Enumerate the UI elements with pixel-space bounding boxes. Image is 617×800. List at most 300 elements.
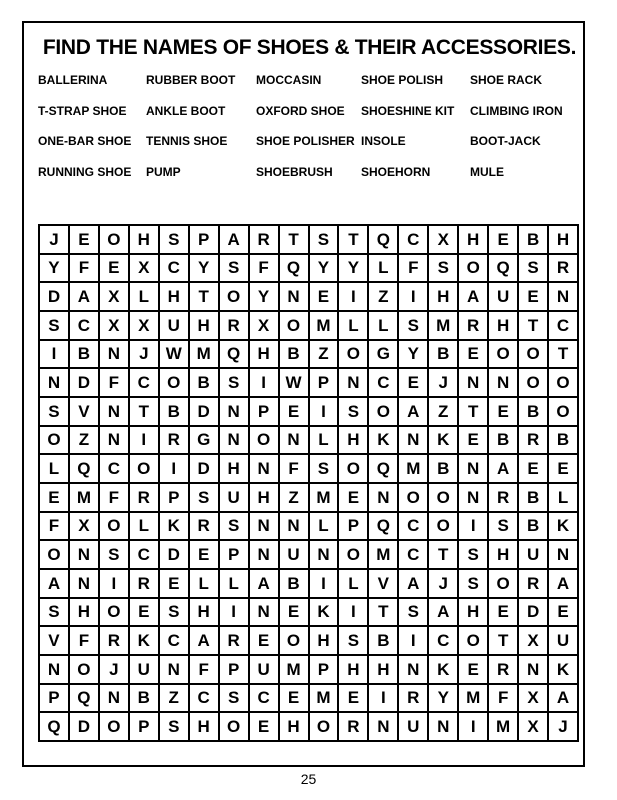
grid-cell[interactable]: C xyxy=(549,312,579,341)
grid-cell[interactable]: R xyxy=(519,570,549,599)
grid-cell[interactable]: X xyxy=(519,685,549,714)
grid-cell[interactable]: M xyxy=(369,541,399,570)
grid-cell[interactable]: I xyxy=(399,627,429,656)
grid-cell[interactable]: F xyxy=(250,255,280,284)
grid-cell[interactable]: O xyxy=(220,283,250,312)
grid-cell[interactable]: P xyxy=(339,513,369,542)
grid-cell[interactable]: R xyxy=(160,427,190,456)
grid-cell[interactable]: L xyxy=(310,427,340,456)
grid-cell[interactable]: S xyxy=(40,312,70,341)
grid-cell[interactable]: E xyxy=(459,341,489,370)
grid-cell[interactable]: O xyxy=(280,627,310,656)
grid-cell[interactable]: F xyxy=(40,513,70,542)
grid-cell[interactable]: M xyxy=(399,455,429,484)
grid-cell[interactable]: L xyxy=(310,513,340,542)
grid-cell[interactable]: S xyxy=(339,398,369,427)
grid-cell[interactable]: C xyxy=(369,369,399,398)
grid-cell[interactable]: R xyxy=(489,484,519,513)
grid-cell[interactable]: B xyxy=(369,627,399,656)
grid-cell[interactable]: Q xyxy=(369,455,399,484)
grid-cell[interactable]: M xyxy=(190,341,220,370)
grid-cell[interactable]: E xyxy=(160,570,190,599)
grid-cell[interactable]: B xyxy=(280,341,310,370)
grid-cell[interactable]: A xyxy=(190,627,220,656)
grid-cell[interactable]: T xyxy=(190,283,220,312)
grid-cell[interactable]: K xyxy=(130,627,160,656)
grid-cell[interactable]: H xyxy=(339,427,369,456)
grid-cell[interactable]: N xyxy=(369,713,399,742)
grid-cell[interactable]: B xyxy=(489,427,519,456)
grid-cell[interactable]: E xyxy=(549,599,579,628)
grid-cell[interactable]: B xyxy=(519,484,549,513)
grid-cell[interactable]: N xyxy=(40,369,70,398)
grid-cell[interactable]: M xyxy=(459,685,489,714)
grid-cell[interactable]: N xyxy=(399,656,429,685)
grid-cell[interactable]: B xyxy=(160,398,190,427)
grid-cell[interactable]: U xyxy=(130,656,160,685)
grid-cell[interactable]: U xyxy=(489,283,519,312)
grid-cell[interactable]: V xyxy=(70,398,100,427)
grid-cell[interactable]: A xyxy=(549,685,579,714)
grid-cell[interactable]: E xyxy=(489,599,519,628)
grid-cell[interactable]: S xyxy=(160,226,190,255)
grid-cell[interactable]: E xyxy=(339,484,369,513)
grid-cell[interactable]: I xyxy=(250,369,280,398)
grid-cell[interactable]: D xyxy=(519,599,549,628)
grid-cell[interactable]: E xyxy=(100,255,130,284)
grid-cell[interactable]: O xyxy=(40,427,70,456)
grid-cell[interactable]: B xyxy=(280,570,310,599)
grid-cell[interactable]: E xyxy=(489,398,519,427)
grid-cell[interactable]: H xyxy=(369,656,399,685)
grid-cell[interactable]: N xyxy=(160,656,190,685)
grid-cell[interactable]: K xyxy=(160,513,190,542)
grid-cell[interactable]: K xyxy=(549,656,579,685)
grid-cell[interactable]: H xyxy=(280,713,310,742)
grid-cell[interactable]: R xyxy=(549,255,579,284)
grid-cell[interactable]: L xyxy=(549,484,579,513)
grid-cell[interactable]: H xyxy=(160,283,190,312)
grid-cell[interactable]: S xyxy=(519,255,549,284)
grid-cell[interactable]: B xyxy=(429,341,459,370)
grid-cell[interactable]: S xyxy=(160,713,190,742)
grid-cell[interactable]: N xyxy=(399,427,429,456)
grid-cell[interactable]: P xyxy=(160,484,190,513)
grid-cell[interactable]: S xyxy=(429,255,459,284)
grid-cell[interactable]: O xyxy=(250,427,280,456)
grid-cell[interactable]: B xyxy=(70,341,100,370)
grid-cell[interactable]: J xyxy=(429,369,459,398)
grid-cell[interactable]: E xyxy=(280,398,310,427)
grid-cell[interactable]: S xyxy=(40,398,70,427)
grid-cell[interactable]: H xyxy=(190,599,220,628)
grid-cell[interactable]: S xyxy=(160,599,190,628)
grid-cell[interactable]: A xyxy=(459,283,489,312)
grid-cell[interactable]: O xyxy=(280,312,310,341)
grid-cell[interactable]: D xyxy=(190,398,220,427)
grid-cell[interactable]: R xyxy=(399,685,429,714)
grid-cell[interactable]: L xyxy=(339,312,369,341)
grid-cell[interactable]: I xyxy=(399,283,429,312)
grid-cell[interactable]: A xyxy=(399,570,429,599)
grid-cell[interactable]: H xyxy=(130,226,160,255)
grid-cell[interactable]: R xyxy=(100,627,130,656)
grid-cell[interactable]: Q xyxy=(40,713,70,742)
grid-cell[interactable]: C xyxy=(70,312,100,341)
grid-cell[interactable]: I xyxy=(40,341,70,370)
grid-cell[interactable]: H xyxy=(459,599,489,628)
grid-cell[interactable]: M xyxy=(310,685,340,714)
grid-cell[interactable]: O xyxy=(429,484,459,513)
grid-cell[interactable]: S xyxy=(399,312,429,341)
grid-cell[interactable]: R xyxy=(519,427,549,456)
grid-cell[interactable]: A xyxy=(429,599,459,628)
grid-cell[interactable]: P xyxy=(190,226,220,255)
grid-cell[interactable]: D xyxy=(70,369,100,398)
grid-cell[interactable]: F xyxy=(489,685,519,714)
grid-cell[interactable]: E xyxy=(519,455,549,484)
grid-cell[interactable]: F xyxy=(100,484,130,513)
grid-cell[interactable]: B xyxy=(519,226,549,255)
grid-cell[interactable]: H xyxy=(489,541,519,570)
grid-cell[interactable]: F xyxy=(190,656,220,685)
grid-cell[interactable]: O xyxy=(369,398,399,427)
grid-cell[interactable]: O xyxy=(339,541,369,570)
grid-cell[interactable]: L xyxy=(339,570,369,599)
grid-cell[interactable]: S xyxy=(459,541,489,570)
grid-cell[interactable]: N xyxy=(100,427,130,456)
grid-cell[interactable]: O xyxy=(459,627,489,656)
grid-cell[interactable]: J xyxy=(130,341,160,370)
grid-cell[interactable]: N xyxy=(489,369,519,398)
grid-cell[interactable]: K xyxy=(549,513,579,542)
grid-cell[interactable]: O xyxy=(310,713,340,742)
grid-cell[interactable]: X xyxy=(100,283,130,312)
grid-cell[interactable]: N xyxy=(339,369,369,398)
grid-cell[interactable]: J xyxy=(100,656,130,685)
grid-cell[interactable]: A xyxy=(70,283,100,312)
grid-cell[interactable]: Z xyxy=(369,283,399,312)
grid-cell[interactable]: T xyxy=(549,341,579,370)
grid-cell[interactable]: E xyxy=(40,484,70,513)
grid-cell[interactable]: E xyxy=(549,455,579,484)
grid-cell[interactable]: U xyxy=(280,541,310,570)
grid-cell[interactable]: I xyxy=(459,713,489,742)
grid-cell[interactable]: J xyxy=(429,570,459,599)
grid-cell[interactable]: O xyxy=(549,369,579,398)
grid-cell[interactable]: E xyxy=(519,283,549,312)
grid-cell[interactable]: H xyxy=(459,226,489,255)
grid-cell[interactable]: U xyxy=(549,627,579,656)
grid-cell[interactable]: R xyxy=(489,656,519,685)
grid-cell[interactable]: L xyxy=(40,455,70,484)
grid-cell[interactable]: A xyxy=(220,226,250,255)
grid-cell[interactable]: S xyxy=(190,484,220,513)
grid-cell[interactable]: H xyxy=(250,341,280,370)
grid-cell[interactable]: R xyxy=(459,312,489,341)
grid-cell[interactable]: Y xyxy=(190,255,220,284)
grid-cell[interactable]: I xyxy=(100,570,130,599)
grid-cell[interactable]: Z xyxy=(280,484,310,513)
grid-cell[interactable]: S xyxy=(310,455,340,484)
grid-cell[interactable]: I xyxy=(130,427,160,456)
grid-cell[interactable]: Z xyxy=(160,685,190,714)
grid-cell[interactable]: E xyxy=(310,283,340,312)
grid-cell[interactable]: Z xyxy=(70,427,100,456)
grid-cell[interactable]: T xyxy=(489,627,519,656)
grid-cell[interactable]: T xyxy=(280,226,310,255)
grid-cell[interactable]: I xyxy=(459,513,489,542)
grid-cell[interactable]: H xyxy=(190,713,220,742)
grid-cell[interactable]: N xyxy=(280,427,310,456)
grid-cell[interactable]: S xyxy=(459,570,489,599)
grid-cell[interactable]: R xyxy=(220,627,250,656)
grid-cell[interactable]: N xyxy=(280,513,310,542)
grid-cell[interactable]: O xyxy=(160,369,190,398)
grid-cell[interactable]: M xyxy=(310,484,340,513)
grid-cell[interactable]: N xyxy=(250,455,280,484)
grid-cell[interactable]: I xyxy=(339,599,369,628)
grid-cell[interactable]: S xyxy=(489,513,519,542)
grid-cell[interactable]: N xyxy=(369,484,399,513)
grid-cell[interactable]: N xyxy=(70,570,100,599)
grid-cell[interactable]: B xyxy=(519,398,549,427)
grid-cell[interactable]: T xyxy=(519,312,549,341)
grid-cell[interactable]: Q xyxy=(220,341,250,370)
grid-cell[interactable]: U xyxy=(220,484,250,513)
grid-cell[interactable]: H xyxy=(489,312,519,341)
grid-cell[interactable]: C xyxy=(399,226,429,255)
grid-cell[interactable]: L xyxy=(130,283,160,312)
grid-cell[interactable]: O xyxy=(519,341,549,370)
grid-cell[interactable]: Y xyxy=(310,255,340,284)
grid-cell[interactable]: S xyxy=(220,369,250,398)
grid-cell[interactable]: I xyxy=(310,398,340,427)
grid-cell[interactable]: N xyxy=(70,541,100,570)
grid-cell[interactable]: P xyxy=(130,713,160,742)
grid-cell[interactable]: X xyxy=(519,713,549,742)
grid-cell[interactable]: D xyxy=(190,455,220,484)
grid-cell[interactable]: N xyxy=(459,484,489,513)
grid-cell[interactable]: M xyxy=(429,312,459,341)
grid-cell[interactable]: O xyxy=(399,484,429,513)
grid-cell[interactable]: C xyxy=(399,513,429,542)
grid-cell[interactable]: E xyxy=(250,627,280,656)
grid-cell[interactable]: O xyxy=(519,369,549,398)
grid-cell[interactable]: O xyxy=(220,713,250,742)
grid-cell[interactable]: Q xyxy=(369,226,399,255)
grid-cell[interactable]: X xyxy=(519,627,549,656)
grid-cell[interactable]: O xyxy=(100,513,130,542)
grid-cell[interactable]: X xyxy=(429,226,459,255)
grid-cell[interactable]: T xyxy=(429,541,459,570)
grid-cell[interactable]: F xyxy=(70,627,100,656)
grid-cell[interactable]: P xyxy=(250,398,280,427)
grid-cell[interactable]: N xyxy=(310,541,340,570)
grid-cell[interactable]: N xyxy=(459,455,489,484)
grid-cell[interactable]: S xyxy=(310,226,340,255)
grid-cell[interactable]: N xyxy=(549,541,579,570)
grid-cell[interactable]: K xyxy=(310,599,340,628)
grid-cell[interactable]: A xyxy=(489,455,519,484)
grid-cell[interactable]: Y xyxy=(339,255,369,284)
grid-cell[interactable]: H xyxy=(310,627,340,656)
grid-cell[interactable]: M xyxy=(489,713,519,742)
grid-cell[interactable]: Y xyxy=(429,685,459,714)
grid-cell[interactable]: E xyxy=(280,599,310,628)
grid-cell[interactable]: O xyxy=(489,570,519,599)
grid-cell[interactable]: E xyxy=(489,226,519,255)
grid-cell[interactable]: N xyxy=(519,656,549,685)
grid-cell[interactable]: L xyxy=(220,570,250,599)
grid-cell[interactable]: H xyxy=(190,312,220,341)
grid-cell[interactable]: I xyxy=(160,455,190,484)
grid-cell[interactable]: P xyxy=(220,541,250,570)
grid-cell[interactable]: D xyxy=(40,283,70,312)
grid-cell[interactable]: L xyxy=(369,255,399,284)
grid-cell[interactable]: A xyxy=(40,570,70,599)
grid-cell[interactable]: X xyxy=(70,513,100,542)
grid-cell[interactable]: E xyxy=(459,427,489,456)
grid-cell[interactable]: C xyxy=(160,255,190,284)
grid-cell[interactable]: H xyxy=(250,484,280,513)
grid-cell[interactable]: L xyxy=(369,312,399,341)
grid-cell[interactable]: I xyxy=(310,570,340,599)
grid-cell[interactable]: N xyxy=(280,283,310,312)
grid-cell[interactable]: I xyxy=(339,283,369,312)
grid-cell[interactable]: D xyxy=(70,713,100,742)
grid-cell[interactable]: B xyxy=(519,513,549,542)
grid-cell[interactable]: U xyxy=(250,656,280,685)
grid-cell[interactable]: O xyxy=(489,341,519,370)
grid-cell[interactable]: V xyxy=(40,627,70,656)
grid-cell[interactable]: O xyxy=(100,713,130,742)
grid-cell[interactable]: C xyxy=(130,369,160,398)
grid-cell[interactable]: B xyxy=(429,455,459,484)
grid-cell[interactable]: Z xyxy=(429,398,459,427)
grid-cell[interactable]: T xyxy=(459,398,489,427)
grid-cell[interactable]: N xyxy=(549,283,579,312)
grid-cell[interactable]: H xyxy=(220,455,250,484)
grid-cell[interactable]: N xyxy=(100,685,130,714)
grid-cell[interactable]: Y xyxy=(250,283,280,312)
grid-cell[interactable]: K xyxy=(429,656,459,685)
grid-cell[interactable]: K xyxy=(369,427,399,456)
grid-cell[interactable]: M xyxy=(310,312,340,341)
grid-cell[interactable]: T xyxy=(369,599,399,628)
grid-cell[interactable]: U xyxy=(519,541,549,570)
grid-cell[interactable]: Q xyxy=(489,255,519,284)
grid-cell[interactable]: C xyxy=(399,541,429,570)
grid-cell[interactable]: P xyxy=(310,369,340,398)
grid-cell[interactable]: S xyxy=(220,255,250,284)
grid-cell[interactable]: L xyxy=(190,570,220,599)
grid-cell[interactable]: Q xyxy=(70,685,100,714)
grid-cell[interactable]: G xyxy=(190,427,220,456)
grid-cell[interactable]: O xyxy=(429,513,459,542)
grid-cell[interactable]: V xyxy=(369,570,399,599)
grid-cell[interactable]: P xyxy=(220,656,250,685)
grid-cell[interactable]: R xyxy=(130,484,160,513)
grid-cell[interactable]: A xyxy=(399,398,429,427)
grid-cell[interactable]: O xyxy=(459,255,489,284)
grid-cell[interactable]: C xyxy=(190,685,220,714)
grid-cell[interactable]: E xyxy=(399,369,429,398)
grid-cell[interactable]: B xyxy=(549,427,579,456)
grid-cell[interactable]: E xyxy=(130,599,160,628)
grid-cell[interactable]: E xyxy=(250,713,280,742)
grid-cell[interactable]: O xyxy=(40,541,70,570)
grid-cell[interactable]: R xyxy=(130,570,160,599)
grid-cell[interactable]: C xyxy=(429,627,459,656)
grid-cell[interactable]: N xyxy=(40,656,70,685)
grid-cell[interactable]: F xyxy=(280,455,310,484)
grid-cell[interactable]: O xyxy=(339,455,369,484)
grid-cell[interactable]: A xyxy=(549,570,579,599)
grid-cell[interactable]: S xyxy=(40,599,70,628)
grid-cell[interactable]: C xyxy=(250,685,280,714)
grid-cell[interactable]: T xyxy=(130,398,160,427)
grid-cell[interactable]: C xyxy=(100,455,130,484)
grid-cell[interactable]: N xyxy=(100,341,130,370)
grid-cell[interactable]: H xyxy=(549,226,579,255)
grid-cell[interactable]: U xyxy=(160,312,190,341)
grid-cell[interactable]: E xyxy=(280,685,310,714)
grid-cell[interactable]: E xyxy=(339,685,369,714)
grid-cell[interactable]: O xyxy=(130,455,160,484)
grid-cell[interactable]: Q xyxy=(70,455,100,484)
grid-cell[interactable]: Y xyxy=(399,341,429,370)
grid-cell[interactable]: U xyxy=(399,713,429,742)
grid-cell[interactable]: I xyxy=(220,599,250,628)
grid-cell[interactable]: D xyxy=(160,541,190,570)
grid-cell[interactable]: H xyxy=(339,656,369,685)
grid-cell[interactable]: R xyxy=(339,713,369,742)
grid-cell[interactable]: O xyxy=(339,341,369,370)
grid-cell[interactable]: O xyxy=(549,398,579,427)
grid-cell[interactable]: E xyxy=(190,541,220,570)
grid-cell[interactable]: Z xyxy=(310,341,340,370)
grid-cell[interactable]: S xyxy=(220,685,250,714)
grid-cell[interactable]: W xyxy=(160,341,190,370)
grid-cell[interactable]: J xyxy=(549,713,579,742)
grid-cell[interactable]: N xyxy=(250,513,280,542)
grid-cell[interactable]: O xyxy=(70,656,100,685)
grid-cell[interactable]: O xyxy=(100,599,130,628)
grid-cell[interactable]: N xyxy=(459,369,489,398)
grid-cell[interactable]: Q xyxy=(369,513,399,542)
grid-cell[interactable]: O xyxy=(100,226,130,255)
grid-cell[interactable]: I xyxy=(369,685,399,714)
grid-cell[interactable]: B xyxy=(190,369,220,398)
grid-cell[interactable]: S xyxy=(100,541,130,570)
grid-cell[interactable]: Q xyxy=(280,255,310,284)
grid-cell[interactable]: M xyxy=(70,484,100,513)
grid-cell[interactable]: X xyxy=(130,255,160,284)
grid-cell[interactable]: C xyxy=(130,541,160,570)
grid-cell[interactable]: X xyxy=(130,312,160,341)
grid-cell[interactable]: N xyxy=(220,398,250,427)
grid-cell[interactable]: X xyxy=(100,312,130,341)
grid-cell[interactable]: T xyxy=(339,226,369,255)
grid-cell[interactable]: L xyxy=(130,513,160,542)
grid-cell[interactable]: N xyxy=(429,713,459,742)
grid-cell[interactable]: W xyxy=(280,369,310,398)
grid-cell[interactable]: M xyxy=(280,656,310,685)
grid-cell[interactable]: F xyxy=(100,369,130,398)
grid-cell[interactable]: E xyxy=(459,656,489,685)
grid-cell[interactable]: E xyxy=(70,226,100,255)
